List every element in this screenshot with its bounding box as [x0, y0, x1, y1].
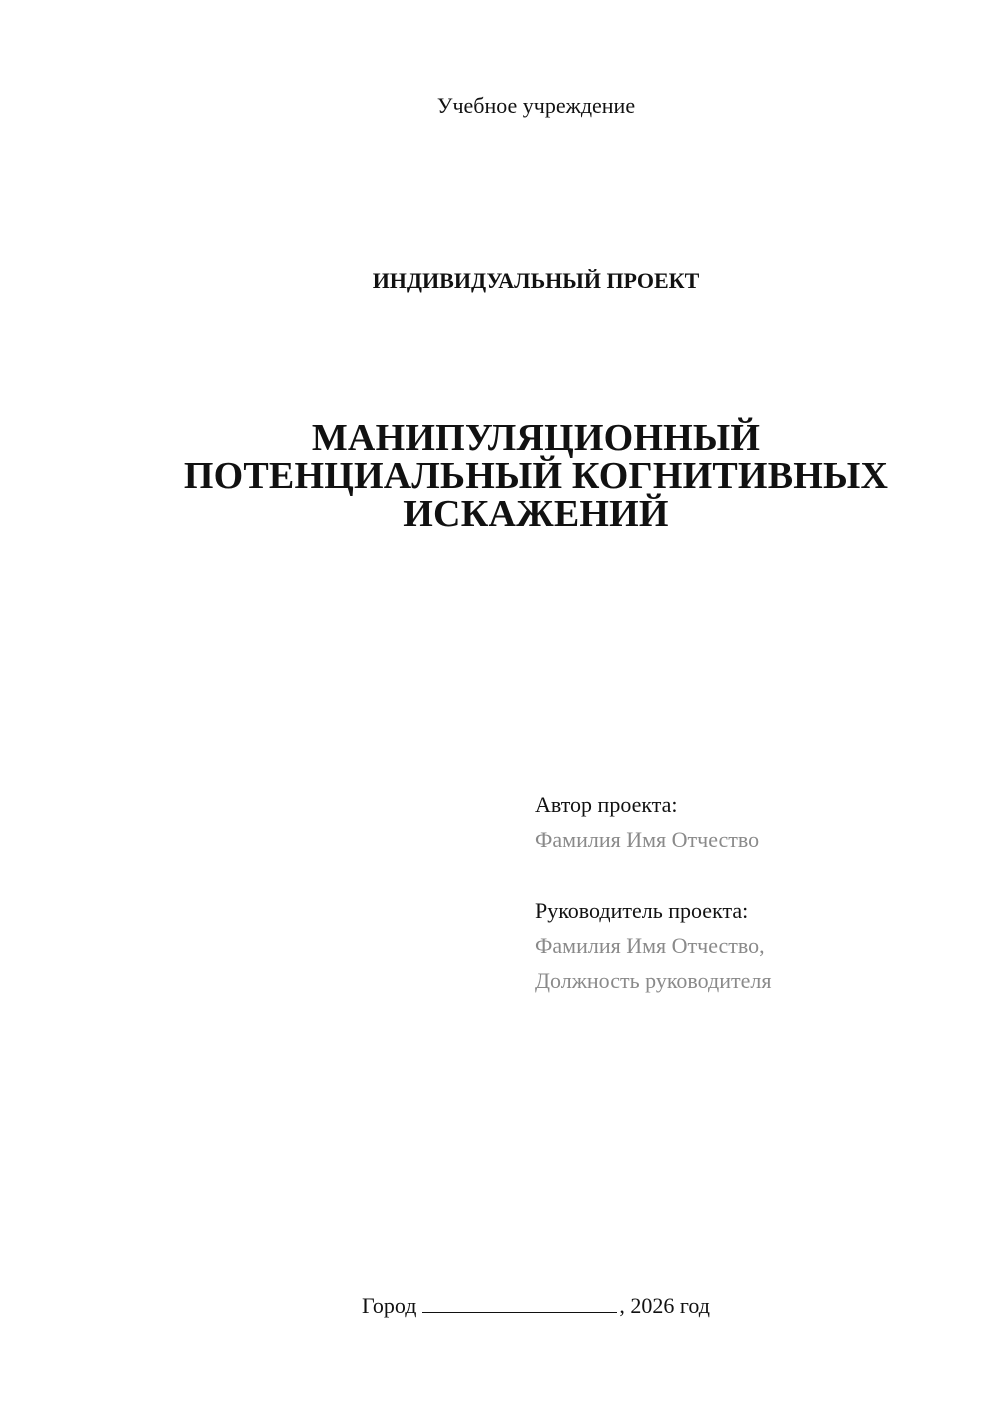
supervisor-position-placeholder: Должность руководителя — [535, 968, 772, 993]
project-title-line-3: ИСКАЖЕНИЙ — [403, 493, 669, 535]
document-type: ИНДИВИДУАЛЬНЫЙ ПРОЕКТ — [372, 268, 700, 293]
supervisor-name-placeholder: Фамилия Имя Отчество, — [535, 933, 765, 958]
institution-name: Учебное учреждение — [436, 93, 636, 118]
footer-city-year — [0, 1290, 1000, 1321]
author-block — [535, 787, 975, 857]
city-label: Город — [362, 1293, 417, 1318]
project-title — [150, 419, 922, 533]
project-title-line-2: ПОТЕНЦИАЛЬНЫЙ КОГНИТИВНЫХ — [183, 455, 889, 497]
author-label: Автор проекта: — [535, 792, 678, 817]
project-title-line-1: МАНИПУЛЯЦИОННЫЙ — [311, 417, 761, 459]
supervisor-block — [535, 893, 975, 998]
city-blank-line — [422, 1290, 617, 1313]
supervisor-label: Руководитель проекта: — [535, 898, 749, 923]
year-text: , 2026 год — [619, 1293, 710, 1318]
author-name-placeholder: Фамилия Имя Отчество — [535, 827, 760, 852]
